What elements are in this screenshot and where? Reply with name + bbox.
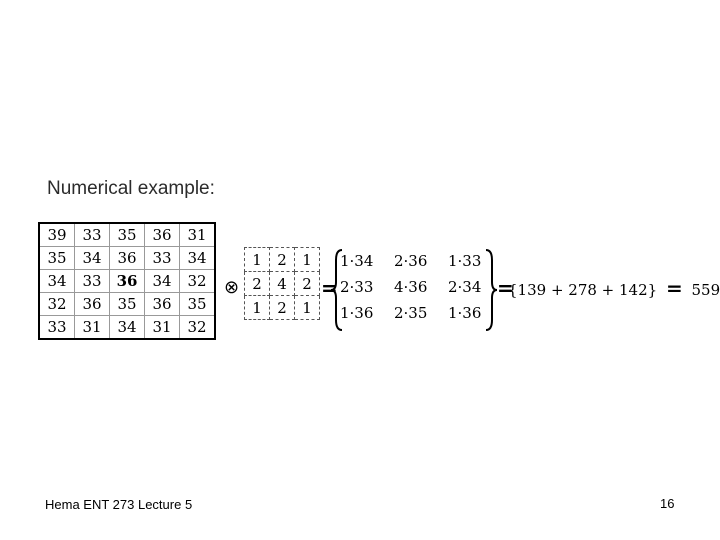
image-cell: 33 [75, 223, 110, 247]
equals-sign-2: = [497, 276, 514, 300]
image-cell: 34 [110, 316, 145, 340]
image-matrix-row [39, 316, 215, 340]
kernel-cell: 1 [245, 248, 270, 272]
image-cell: 35 [39, 247, 75, 270]
equals-sign-1: = [321, 276, 338, 300]
image-cell: 36 [145, 293, 180, 316]
kernel-cell: 2 [245, 272, 270, 296]
kernel-cell: 2 [295, 272, 320, 296]
product-cell: 1·33 [448, 252, 482, 270]
image-cell: 31 [145, 316, 180, 340]
sum-result: 559 [691, 281, 720, 299]
kernel-cell: 1 [295, 296, 320, 320]
image-cell: 36 [110, 247, 145, 270]
image-cell: 31 [75, 316, 110, 340]
image-cell: 34 [75, 247, 110, 270]
image-cell: 36 [75, 293, 110, 316]
image-cell: 34 [39, 270, 75, 293]
product-cell: 2·33 [340, 278, 374, 296]
image-matrix-row [39, 247, 215, 270]
kernel-cell: 1 [295, 248, 320, 272]
product-cell: 2·35 [394, 304, 428, 322]
image-cell: 36 [145, 223, 180, 247]
product-cell: 2·34 [448, 278, 482, 296]
equals-sign-3: = [665, 276, 683, 300]
kernel-row [245, 272, 320, 296]
image-cell: 31 [180, 223, 216, 247]
product-cell: 4·36 [394, 278, 428, 296]
page-number: 16 [660, 496, 675, 511]
image-cell: 33 [145, 247, 180, 270]
image-cell: 34 [145, 270, 180, 293]
image-cell: 32 [180, 316, 216, 340]
image-cell: 35 [180, 293, 216, 316]
slide-title: Numerical example: [47, 178, 215, 199]
image-matrix-row [39, 223, 215, 247]
image-matrix-row [39, 293, 215, 316]
product-row [340, 300, 502, 326]
product-cell: 1·36 [448, 304, 482, 322]
image-cell: 34 [180, 247, 216, 270]
footer-text: Hema ENT 273 Lecture 5 [45, 497, 193, 512]
product-cell: 1·34 [340, 252, 374, 270]
kernel-row [245, 248, 320, 272]
kernel-cell: 1 [245, 296, 270, 320]
kernel-cell: 2 [270, 296, 295, 320]
image-matrix-row [39, 270, 215, 293]
kernel-matrix [244, 247, 320, 320]
product-cell: 1·36 [340, 304, 374, 322]
product-row [340, 248, 502, 274]
product-matrix [340, 248, 502, 326]
image-cell: 35 [110, 293, 145, 316]
kernel-cell: 4 [270, 272, 295, 296]
image-cell: 33 [39, 316, 75, 340]
image-cell: 32 [180, 270, 216, 293]
image-matrix [38, 222, 216, 340]
convolve-operator: ⊗ [224, 277, 240, 298]
image-cell: 33 [75, 270, 110, 293]
kernel-row [245, 296, 320, 320]
product-row [340, 274, 502, 300]
product-cell: 2·36 [394, 252, 428, 270]
sum-expression [508, 276, 720, 300]
image-cell: 36 [110, 270, 145, 293]
image-cell: 32 [39, 293, 75, 316]
product-brace-right [484, 248, 498, 332]
image-cell: 39 [39, 223, 75, 247]
kernel-cell: 2 [270, 248, 295, 272]
image-cell: 35 [110, 223, 145, 247]
sum-terms: {139 + 278 + 142} [508, 281, 658, 299]
